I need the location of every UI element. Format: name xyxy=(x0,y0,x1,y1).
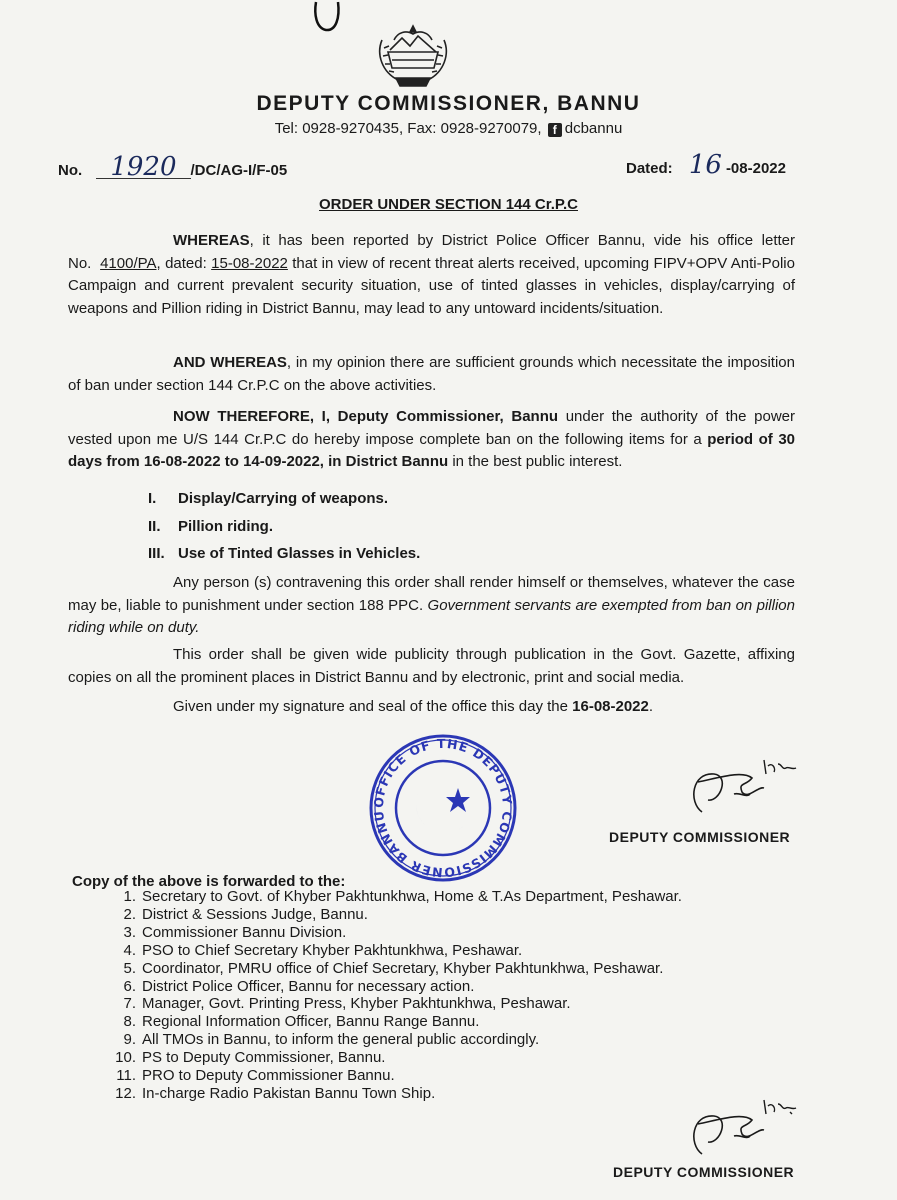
copy-recipient-list xyxy=(102,888,682,1103)
letter-number: 4100/PA xyxy=(100,254,157,272)
recipient-number: 1. xyxy=(123,888,136,905)
paragraph-whereas xyxy=(68,230,795,320)
recipient-number: 3. xyxy=(123,923,136,941)
copy-recipient xyxy=(102,995,682,1013)
copy-recipient xyxy=(102,942,682,960)
recipient-text: In-charge Radio Pakistan Bannu Town Ship. xyxy=(142,1084,436,1102)
dated-suffix: -08-2022 xyxy=(725,160,786,177)
recipient-text: PS to Deputy Commissioner, Bannu. xyxy=(142,1049,386,1067)
recipient-number: 9. xyxy=(123,1031,136,1049)
paragraph-publicity xyxy=(68,644,795,689)
dated-handwritten: 16 xyxy=(688,150,722,180)
ref-no-handwritten: 1920 xyxy=(96,156,190,179)
ban-item-number: I. xyxy=(148,490,157,507)
recipient-text: Manager, Govt. Printing Press, Khyber Pakhtunkhwa, Peshawar. xyxy=(142,995,571,1013)
copy-heading: Copy of the above is forwarded to the: xyxy=(72,873,346,890)
order-title xyxy=(0,196,897,213)
ref-no-suffix: /DC/AG-I/F-05 xyxy=(190,162,288,179)
para5-text: This order shall be given wide publicity through publication in the Govt. Gazette, affixing copies on all the prominent places in District Bannu and by electronic, print and social media. xyxy=(68,646,795,686)
recipient-text: PSO to Chief Secretary Khyber Pakhtunkhwa, Peshawar. xyxy=(142,941,523,959)
copy-recipient xyxy=(102,978,682,996)
signature xyxy=(668,742,798,822)
reference-number xyxy=(58,152,288,182)
paragraph-now-therefore xyxy=(68,406,795,474)
recipient-number: 5. xyxy=(123,959,136,977)
dated-label: Dated: xyxy=(626,160,673,177)
copy-recipient xyxy=(102,906,682,924)
para6-end: . xyxy=(648,698,654,715)
recipient-text: Secretary to Govt. of Khyber Pakhtunkhwa, Home & T.As Department, Peshawar. xyxy=(142,888,682,905)
copy-recipient xyxy=(102,1031,682,1049)
para2-text: , in my opinion there are sufficient grounds which necessitate the imposition of ban under section 144 Cr.P.C on the above activities. xyxy=(68,354,795,394)
recipient-number: 8. xyxy=(123,1013,136,1031)
seal-ring-text: OFFICE OF THE DEPUTY COMMISSIONER BANNU xyxy=(370,735,516,881)
paragraph-given-under xyxy=(68,696,795,719)
ban-item xyxy=(148,545,420,562)
recipient-number: 6. xyxy=(123,977,136,995)
copy-recipient xyxy=(102,960,682,978)
copy-recipient xyxy=(102,1013,682,1031)
ban-item-text: Pillion riding. xyxy=(178,518,273,535)
ban-period: period of 30 days from 16-08-2022 to 14-09-2022, in District Bannu xyxy=(68,430,796,470)
recipient-text: District Police Officer, Bannu for necessary action. xyxy=(142,977,475,995)
para1-text-a: , it has been reported by District Police Officer Bannu, vide his office letter No. xyxy=(68,232,795,272)
signatory-title: DEPUTY COMMISSIONER xyxy=(613,1164,795,1180)
recipient-number: 2. xyxy=(123,905,136,923)
signature xyxy=(672,1088,802,1164)
reference-date xyxy=(626,150,786,180)
para1-text-b: , dated: xyxy=(156,254,207,272)
recipient-number: 10. xyxy=(115,1049,136,1067)
ban-item-text: Use of Tinted Glasses in Vehicles. xyxy=(178,545,421,562)
recipient-number: 4. xyxy=(123,941,136,959)
recipient-number: 12. xyxy=(115,1084,136,1102)
copy-recipient xyxy=(102,924,682,942)
order-title-text: ORDER UNDER SECTION 144 Cr.P.C xyxy=(319,196,578,213)
para1-text-c: that in view of recent threat alerts received, upcoming FIPV+OPV Anti-Polio Campaign and current prevalent security situation, use of tinted glasses in vehicles, display/carrying of weapons and Pillion riding in District Bannu, may lead to any untoward incidents/situation. xyxy=(68,254,795,317)
recipient-text: PRO to Deputy Commissioner Bannu. xyxy=(142,1067,395,1085)
and-whereas-lead: AND WHEREAS xyxy=(173,354,287,371)
whereas-lead: WHEREAS xyxy=(173,232,250,249)
paragraph-and-whereas xyxy=(68,352,795,397)
ban-item-number: III. xyxy=(148,545,165,562)
now-therefore-lead: NOW THEREFORE, I, Deputy Commissioner, Bannu xyxy=(173,408,559,425)
recipient-number: 7. xyxy=(123,995,136,1013)
ban-item-text: Display/Carrying of weapons. xyxy=(178,490,389,507)
government-emblem xyxy=(368,20,458,90)
copy-recipient xyxy=(102,888,682,906)
copy-recipient xyxy=(102,1049,682,1067)
office-title: DEPUTY COMMISSIONER, BANNU xyxy=(256,92,641,115)
letter-date: 15-08-2022 xyxy=(211,254,288,272)
handwritten-mark xyxy=(308,0,348,34)
para4-text: Any person (s) contravening this order shall render himself or themselves, whatever the case may be, liable to punishment under section 188 PPC. xyxy=(68,574,795,614)
exemption-note: Government servants are exempted from ban on pillion riding while on duty. xyxy=(68,596,795,636)
facebook-icon: f xyxy=(548,123,562,137)
ban-item xyxy=(148,490,388,507)
contact-numbers: Tel: 0928-9270435, Fax: 0928-9270079, xyxy=(274,120,542,137)
recipient-text: Commissioner Bannu Division. xyxy=(142,923,347,941)
para3-text-a: under the authority of the power vested upon me U/S 144 Cr.P.C do hereby impose complete ban on the following items for a xyxy=(68,408,795,448)
copy-recipient xyxy=(102,1067,682,1085)
para6-text: Given under my signature and seal of the office this day the xyxy=(173,698,568,715)
ban-item-number: II. xyxy=(148,518,161,535)
ref-no-label: No. xyxy=(58,162,83,179)
recipient-text: Coordinator, PMRU office of Chief Secretary, Khyber Pakhtunkhwa, Peshawar. xyxy=(142,959,664,977)
signatory-title: DEPUTY COMMISSIONER xyxy=(609,829,791,845)
copy-recipient xyxy=(102,1085,682,1103)
contact-line xyxy=(0,120,897,137)
recipient-text: All TMOs in Bannu, to inform the general public accordingly. xyxy=(142,1031,540,1049)
order-date: 16-08-2022 xyxy=(572,698,649,715)
office-seal xyxy=(362,732,524,884)
recipient-text: District & Sessions Judge, Bannu. xyxy=(142,905,368,923)
facebook-handle: dcbannu xyxy=(564,120,623,137)
ban-item xyxy=(148,518,273,535)
recipient-text: Regional Information Officer, Bannu Range Bannu. xyxy=(142,1013,480,1031)
paragraph-penalty xyxy=(68,572,795,640)
para3-text-b: in the best public interest. xyxy=(452,453,623,470)
recipient-number: 11. xyxy=(116,1067,136,1085)
